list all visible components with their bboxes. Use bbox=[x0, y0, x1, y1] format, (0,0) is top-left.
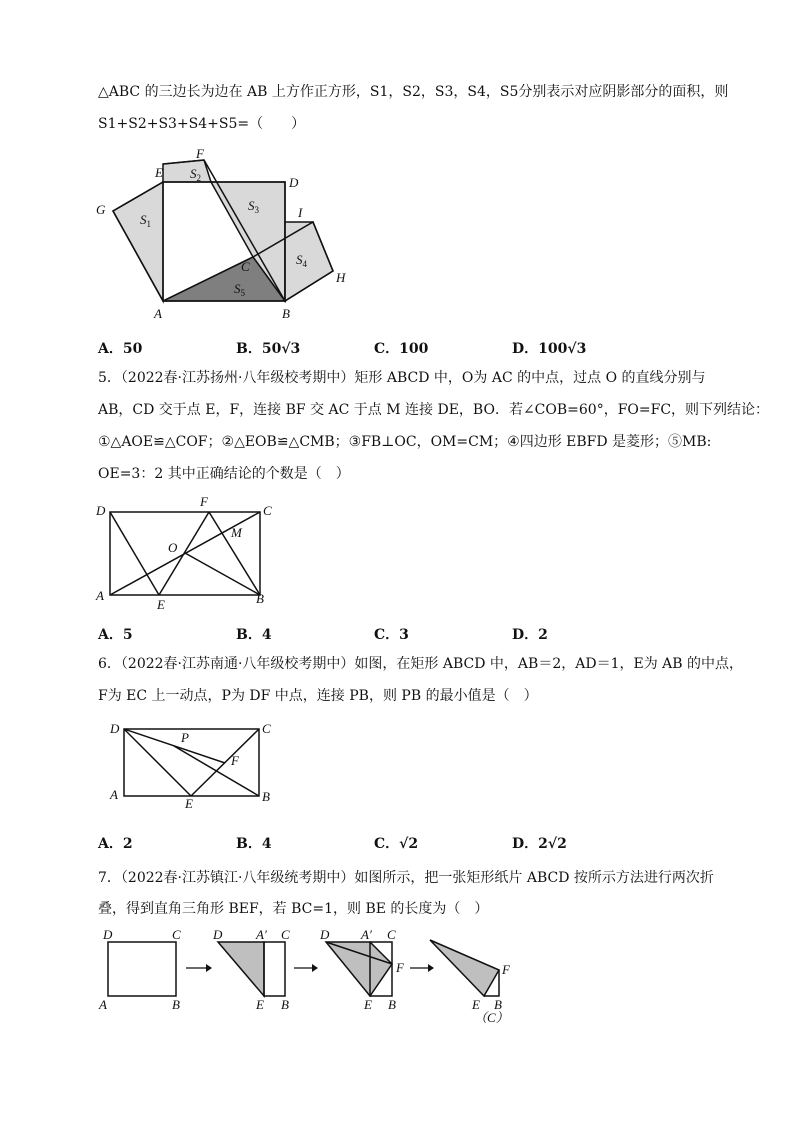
q6-option-d[interactable]: D．2√2 bbox=[512, 836, 567, 852]
q6-label-d: D bbox=[110, 721, 120, 736]
q7-panel1-label-d: D bbox=[103, 927, 113, 942]
q5-line-ef bbox=[159, 512, 209, 595]
q5-label-a: A bbox=[96, 588, 104, 603]
q7-panel2-strip bbox=[264, 942, 285, 996]
q7-panel1-label-c: C bbox=[172, 927, 181, 942]
q4-option-c[interactable]: C．100 bbox=[374, 341, 429, 357]
q4-label-s5-num: 5 bbox=[240, 288, 245, 298]
q4-label-s1-letter: S bbox=[140, 212, 147, 227]
q5-text-line4: OE=3：2 其中正确结论的个数是（ ） bbox=[98, 466, 350, 482]
q6-option-b[interactable]: B．4 bbox=[236, 836, 272, 852]
q4-region-s1 bbox=[113, 182, 163, 301]
q4-label-h: H bbox=[336, 270, 346, 285]
q7-panel4-caption: （C） bbox=[474, 1010, 509, 1025]
q5-label-o: O bbox=[168, 540, 178, 555]
q4-label-s4-num: 4 bbox=[302, 259, 307, 269]
q7-arrow1-head bbox=[206, 964, 212, 972]
q7-panel1-label-a: A bbox=[99, 997, 107, 1012]
q6-label-a: A bbox=[110, 787, 118, 802]
q7-panel4-label-b: B bbox=[494, 997, 502, 1012]
q7-panel3-label-d: D bbox=[320, 927, 330, 942]
q7-arrow3-head bbox=[428, 964, 434, 972]
q6-option-c[interactable]: C．√2 bbox=[374, 836, 419, 852]
q7-arrow2-head bbox=[312, 964, 318, 972]
q5-label-e: E bbox=[157, 597, 165, 612]
q4-text-line2: S1+S2+S3+S4+S5=（ ） bbox=[98, 116, 306, 132]
q4-label-i: I bbox=[298, 205, 303, 220]
q5-label-d: D bbox=[96, 503, 106, 518]
q6-label-e: E bbox=[185, 796, 193, 811]
q4-label-s2-num: 2 bbox=[196, 173, 201, 183]
q7-figure bbox=[0, 922, 794, 1032]
q6-figure bbox=[0, 712, 794, 812]
q7-panel4-triangle bbox=[430, 940, 499, 996]
q4-label-s3-letter: S bbox=[248, 198, 255, 213]
q7-panel3-label-b: B bbox=[388, 997, 396, 1012]
q6-line-pb bbox=[174, 746, 259, 796]
q5-line-de bbox=[110, 512, 159, 595]
q4-option-b[interactable]: B．50√3 bbox=[236, 341, 301, 357]
q5-label-c: C bbox=[263, 503, 272, 518]
q4-label-e: E bbox=[155, 165, 163, 180]
q5-option-b[interactable]: B．4 bbox=[236, 627, 272, 643]
q5-line-bo bbox=[185, 553, 260, 595]
q4-label-s3-num: 3 bbox=[254, 205, 259, 215]
q4-text-line1: △ABC 的三边长为边在 AB 上方作正方形，S1，S2，S3，S4，S5分别表示对应阴影部分的面积，则 bbox=[98, 84, 729, 100]
q4-label-b: B bbox=[282, 306, 290, 321]
q7-panel3-label-e: E bbox=[364, 997, 372, 1012]
q5-label-m: M bbox=[231, 525, 242, 540]
q4-label-s1-num: 1 bbox=[146, 219, 151, 229]
q7-panel3-shaded bbox=[326, 942, 392, 996]
q7-panel2-label-c: C bbox=[281, 927, 290, 942]
q4-label-c: C bbox=[241, 259, 250, 274]
q5-option-c[interactable]: C．3 bbox=[374, 627, 409, 643]
q7-panel3-label-c: C bbox=[387, 927, 396, 942]
q7-text-line1: 7．（2022春·江苏镇江·八年级统考期中）如图所示，把一张矩形纸片 ABCD 按所示方法进行两次折 bbox=[98, 870, 714, 886]
q7-panel2-shaded bbox=[218, 942, 264, 996]
q4-label-g: G bbox=[96, 202, 106, 217]
q6-label-p: P bbox=[181, 730, 189, 745]
q6-label-f: F bbox=[231, 753, 239, 768]
q7-panel1-label-b: B bbox=[172, 997, 180, 1012]
q7-panel2-label-b: B bbox=[281, 997, 289, 1012]
q5-figure bbox=[0, 492, 794, 622]
q5-option-a[interactable]: A．5 bbox=[98, 627, 133, 643]
q5-label-f: F bbox=[200, 494, 208, 509]
q4-label-a: A bbox=[154, 306, 162, 321]
q7-panel4-label-e: E bbox=[472, 997, 480, 1012]
q4-option-d[interactable]: D．100√3 bbox=[512, 341, 587, 357]
q4-option-a[interactable]: A．50 bbox=[98, 341, 143, 357]
q7-panel3-label-f: F bbox=[396, 960, 404, 975]
q4-label-s4-letter: S bbox=[296, 252, 303, 267]
q4-label-s2-letter: S bbox=[190, 166, 197, 181]
q7-panel2-label-e: E bbox=[256, 997, 264, 1012]
q7-panel3-label-ap: A′ bbox=[361, 927, 372, 942]
q7-panel2-label-d: D bbox=[213, 927, 223, 942]
q6-option-a[interactable]: A．2 bbox=[98, 836, 133, 852]
q4-label-s5-letter: S bbox=[234, 281, 241, 296]
q5-text-line1: 5．（2022春·江苏扬州·八年级校考期中）矩形 ABCD 中，O为 AC 的中点，过点 O 的直线分别与 bbox=[98, 370, 706, 386]
q5-text-line3: ①△AOE≌△COF；②△EOB≌△CMB；③FB⊥OC，OM=CM；④四边形 EBFD 是菱形；⑤MB: bbox=[98, 434, 712, 450]
q6-label-c: C bbox=[262, 721, 271, 736]
q7-panel2-label-ap: A′ bbox=[256, 927, 267, 942]
q4-label-d: D bbox=[289, 175, 299, 190]
q6-text-line1: 6．（2022春·江苏南通·八年级校考期中）如图，在矩形 ABCD 中，AB＝2，AD＝1，E为 AB 的中点， bbox=[98, 656, 743, 672]
q7-text-line2: 叠，得到直角三角形 BEF，若 BC=1，则 BE 的长度为（ ） bbox=[98, 901, 489, 917]
q6-text-line2: F为 EC 上一动点，P为 DF 中点，连接 PB，则 PB 的最小值是（ ） bbox=[98, 688, 538, 704]
q5-option-d[interactable]: D．2 bbox=[512, 627, 548, 643]
q4-label-f: F bbox=[196, 146, 204, 161]
q6-label-b: B bbox=[262, 789, 270, 804]
q5-label-b: B bbox=[256, 591, 264, 606]
q7-panel4-label-f: F bbox=[502, 962, 510, 977]
q7-panel1-rectangle bbox=[108, 942, 176, 996]
q5-text-line2: AB，CD 交于点 E，F，连接 BF 交 AC 于点 M 连接 DE，BO．若∠COB=60°，FO=FC，则下列结论： bbox=[98, 402, 770, 418]
